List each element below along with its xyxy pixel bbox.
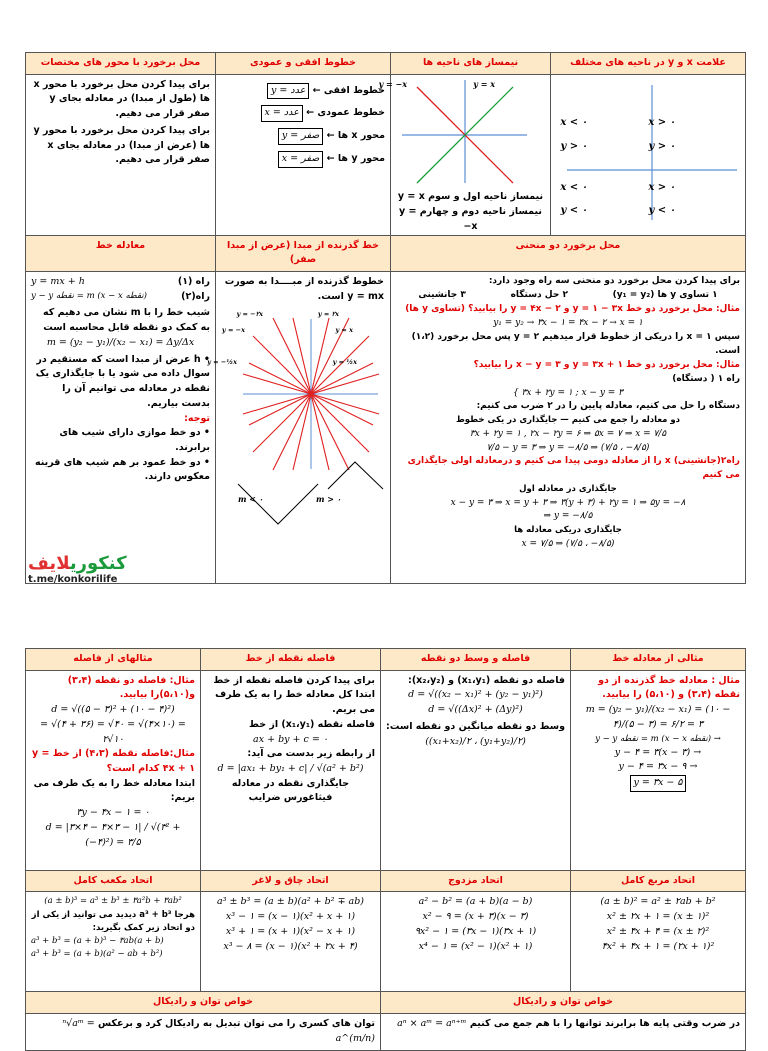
row-y-axis: محور y ها ← x = صفر xyxy=(221,151,385,168)
cube-text: هرجا a³ + b³ دیدید می توانید از یکی از دو اتحاد زیر کمک بگیرید: xyxy=(31,909,195,933)
x-axis-eq: y = صفر xyxy=(278,128,324,145)
cell-line-example xyxy=(571,670,746,870)
brand-name xyxy=(28,553,127,574)
origin-label-2x: y = ۲x xyxy=(317,310,339,319)
cell-point-line xyxy=(201,670,381,870)
solution1: ۳x + ۲y = ۱ , ۲x − ۲y = ۶ ⇒ ۵x = ۷ ⇒ x = ۷/۵ xyxy=(469,428,667,439)
cell-powers-left xyxy=(26,1014,381,1050)
square-e1: x² ± ۲x + ۱ = (x ± ۱)² xyxy=(606,911,710,923)
system-eq1: ۳x + ۲y = ۱ xyxy=(521,387,573,398)
substitution1-label: جایگذاری در معادله اول xyxy=(519,484,617,495)
cell-sum-cubes xyxy=(201,892,381,992)
origin-label-neg-x: y = −x xyxy=(221,326,245,335)
distance-solution1b: = √(۴ + ۳۶) = √۴۰ = √(۴×۱۰) = ۲√۱۰ xyxy=(40,718,186,745)
slope-pos-shape xyxy=(328,462,383,489)
solution2: ۷/۵ − y = ۳ ⇒ y = −۸/۵ ⇒ (۷/۵ ، −۸/۵) xyxy=(486,442,650,453)
cell-two-points xyxy=(381,670,571,870)
square-e3: ۴x² + ۴x + ۱ = (۲x + ۱)² xyxy=(601,940,715,952)
line-example-answer: y = ۳x − ۵ xyxy=(630,775,687,792)
point-line-note2: فیثاغورس ضرایب xyxy=(248,792,333,804)
header-powers-right: خواص توان و رادیکال xyxy=(381,992,746,1014)
header-curve-intersection: محل برخورد دو منحنی xyxy=(391,235,746,271)
cell-powers-right xyxy=(381,1014,746,1050)
sheet-bottom xyxy=(25,648,746,1051)
distance-example1: مثال: فاصله دو نقطه (۳،۴) و(۵،۱۰)را بیابید. xyxy=(67,674,195,701)
powers-right-text: در ضرب وقتی پایه ها برابرند توانها را با هم جمع می کنیم xyxy=(469,1018,740,1030)
header-axis-intersection: محل برخورد با محور های مختصات xyxy=(26,53,216,75)
bisector-captions xyxy=(391,190,550,234)
intersect-x-text: برای پیدا کردن محل برخورد با محور x ها (طول از مبدا) در معادله بجای y صفر قرار می دهیم. xyxy=(33,78,210,120)
sum-cubes-e2: x³ + ۱ = (x + ۱)(x² − x + ۱) xyxy=(225,925,356,937)
h-text: • h عرض از مبدا است که مستقیم در سوال داده می شود یا با جایگذاری یک نقطه در معادله می توانیم آن را بدست بیاریم. xyxy=(35,353,210,409)
header-origin-line: خط گذرنده از مبدا (عرض از مبدا صفر) xyxy=(216,235,391,271)
way2-eq: y − y نقطه = m (x − x نقطه) xyxy=(31,290,147,301)
midpoint-text: وسط دو نقطه میانگین دو نقطه است: xyxy=(386,720,565,732)
cell-distance-examples xyxy=(26,670,201,870)
y-axis-label: محور y ها xyxy=(337,152,385,164)
point-line-note1: جایگذاری نقطه در معادله xyxy=(231,777,350,789)
slope-neg-label: m < ۰ xyxy=(237,494,263,505)
header-powers-left: خواص توان و رادیکال xyxy=(26,992,381,1014)
distance-solution1: d = √((۵ − ۳)² + (۱۰ − ۴)²) xyxy=(51,704,175,716)
sum-cubes-formula: a³ ± b³ = (a ± b)(a² + b² ∓ ab) xyxy=(216,896,365,908)
row-vertical: خطوط عمودی ← x = عدد xyxy=(221,105,385,122)
cell-conjugate xyxy=(381,892,571,992)
cell-horizontal-vertical xyxy=(216,74,391,235)
sum-cubes-e3: x³ − ۸ = (x − ۱)(x² + ۲x + ۴) xyxy=(223,940,358,952)
example1-solution: y₁ = y₂ → ۳x − ۱ = ۴x − ۲ → x = ۱ xyxy=(493,317,643,328)
two-points-intro: فاصله دو نقطه (x₁،y₁) و (x₂،y₂): xyxy=(408,674,565,686)
header-sum-cubes: اتحاد چاق و لاغر xyxy=(201,870,381,892)
horizontal-label: خطوط افقی xyxy=(323,84,385,96)
line-example-slope: m = (y₂ − y₁)/(x₂ − x₁) = (۱۰ − ۴)/(۵ − ۳) = ۶/۲ = ۳ xyxy=(585,704,731,730)
note1: • دو خط موازی دارای شیب های برابرند. xyxy=(59,427,210,453)
substitution2: ⇒ y = −۸/۵ xyxy=(543,511,593,522)
slope-pos-label: m > ۰ xyxy=(315,494,341,505)
vertical-eq: x = عدد xyxy=(261,105,303,122)
row-horizontal: خطوط افقی ← y = عدد xyxy=(221,83,385,100)
way2-label: راه(۲) xyxy=(181,290,210,302)
solution1-label2: جایگذاری در یکی خطوط xyxy=(455,415,558,426)
cell-quadrant-signs xyxy=(551,74,746,235)
square-formula: (a ± b)² = a² ± ۲ab + b² xyxy=(600,896,716,908)
note2: • دو خط عمود بر هم شیب های قرینه معکوس دارند. xyxy=(34,456,210,483)
intersection-intro: برای پیدا کردن محل برخورد دو منحنی سه راه وجود دارد: xyxy=(488,276,740,287)
brand-logo xyxy=(28,553,148,585)
y-axis-eq: x = صفر xyxy=(278,151,323,168)
q1-x-sign: x > ۰ xyxy=(648,116,675,128)
bisector-neg-label: y = −x xyxy=(378,78,407,89)
origin-label-x: y = x xyxy=(335,326,353,335)
cube-f1: a³ + b³ = (a + b)³ − ۳ab(a + b) xyxy=(31,935,164,946)
two-points-formula1: d = √((x₂ − x₁)² + (y₂ − y₁)²) xyxy=(408,689,543,701)
header-cube: اتحاد مکعب کامل xyxy=(26,870,201,892)
line-example-step1: y − y نقطه = m (x − x نقطه) → xyxy=(595,733,721,744)
distance-solution2: d = |۳×۴ − ۴×۳ − ۱| / √(۳² + (−۴)²) = ۳/۵ xyxy=(45,821,181,848)
bisector-pos-label: y = x xyxy=(473,78,495,89)
point-line-formula: d = |ax₁ + by₁ + c| / √(a² + b²) xyxy=(217,763,364,775)
example2: مثال: محل برخورد دو خط y = ۳x + ۱ و x − y = ۳ را بیابید؟ xyxy=(473,359,740,370)
sum-cubes-e1: x³ − ۱ = (x − ۱)(x² + x + ۱) xyxy=(225,911,356,923)
q3-y-sign: y < ۰ xyxy=(560,204,587,216)
point-line-text1: برای پیدا کردن فاصله نقطه از خط ابتدا کل معادله خط را به یک طرف می بریم. xyxy=(213,674,375,716)
example2-way: راه ۱ ( دستگاه) xyxy=(672,373,740,384)
substitution1: x − y = ۳ ⇒ x = y + ۳ ⇒ ۳(y + ۳) + ۲y = ۱ ⇒ ۵y = −۸ xyxy=(450,497,686,508)
substitution3-label: جایگذاری دریکی معادله ها xyxy=(514,525,622,536)
horizontal-eq: y = عدد xyxy=(267,83,309,100)
header-bisectors: نیمساز های ناحیه ها xyxy=(391,53,551,75)
intersect-y-text: برای پیدا کردن محل برخورد با محور y ها (عرض از مبدا) در معادله بجای x صفر قرار می دهیم. xyxy=(33,124,210,166)
header-point-line: فاصله نقطه از خط xyxy=(201,649,381,671)
point-line-text3: از رابطه زیر بدست می آید: xyxy=(247,748,375,760)
conjugate-formula: a² − b² = (a + b)(a − b) xyxy=(418,896,533,908)
conjugate-e3: x⁴ − ۱ = (x² − ۱)(x² + ۱) xyxy=(418,940,533,952)
q1-y-sign: y > ۰ xyxy=(648,140,675,152)
powers-left-text: توان های کسری را می توان تبدیل به رادیکال کرد و برعکس xyxy=(98,1018,375,1030)
header-horizontal-vertical: خطوط افقی و عمودی xyxy=(216,53,391,75)
origin-label-neg-half-x: y = −½x xyxy=(207,358,237,367)
cell-square xyxy=(571,892,746,992)
system-eq2: x − y = ۳ xyxy=(581,387,624,398)
way1-eq: y = mx + h xyxy=(31,276,85,288)
conjugate-e2: ۹x² − ۱ = (۳x − ۱)(۳x + ۱) xyxy=(414,925,537,937)
line-example-step2: y − ۴ = ۳(x − ۳) → xyxy=(614,746,702,758)
brand-url: t.me/konkorilife xyxy=(28,574,118,585)
header-conjugate: اتحاد مزدوج xyxy=(381,870,571,892)
q4-x-sign: x > ۰ xyxy=(648,181,675,193)
brand-name-b: لایف xyxy=(28,553,70,574)
way2: ۲ حل دستگاه xyxy=(510,289,568,300)
powers-left-formula: ⁿ√aᵐ = a^(m/n) xyxy=(62,1018,375,1044)
quadrant-diagram xyxy=(557,75,745,225)
point-line-eq: ax + by + c = ۰ xyxy=(253,733,328,745)
way2-row xyxy=(31,290,210,305)
header-line-example: مثالی از معادله خط xyxy=(571,649,746,671)
origin-lines-diagram xyxy=(207,304,388,539)
line-example-step3: y − ۴ = ۳x − ۹ → xyxy=(618,761,698,773)
distance-example2: مثال:فاصله نقطه (۴،۳) از خط y = ۴x + ۱ کدام است؟ xyxy=(31,748,195,775)
solution1-label1: دو معادله را جمع می کنیم xyxy=(571,415,681,426)
header-two-points: فاصله و وسط دو نقطه xyxy=(381,649,571,671)
slope-eq: m = (y₂ − y₁)/(x₂ − x₁) = Δy/Δx xyxy=(46,336,195,348)
header-quadrant-signs: علامت x و y در ناحیه های مختلف xyxy=(551,53,746,75)
example1-then: سپس x = ۱ را دریکی از خطوط قرار میدهیم y = ۲ پس محل برخورد (۱،۲) است. xyxy=(411,331,740,356)
way1: ۱ تساوی y ها (y₁ = y₂) xyxy=(612,289,718,300)
header-line-equation: معادله خط xyxy=(26,235,216,271)
brand-name-a: کنکوری xyxy=(69,553,127,574)
example1: مثال: محل برخورد دو خط y = ۱ − ۳x و y = ۴x − ۲ را بیابید؟ (تساوی y ها) xyxy=(405,303,740,314)
row-x-axis: محور x ها ← y = صفر xyxy=(221,128,385,145)
header-distance-examples: مثالهای از فاصله xyxy=(26,649,201,671)
powers-right-formula: aⁿ × aᵐ = aⁿ⁺ᵐ xyxy=(397,1018,467,1030)
cell-cube xyxy=(26,892,201,992)
cell-axis-intersection xyxy=(26,74,216,235)
way1-label: راه (۱) xyxy=(177,276,210,288)
conjugate-e1: x² − ۹ = (x + ۳)(x − ۳) xyxy=(422,911,529,923)
cell-origin-line xyxy=(207,272,391,584)
example2-step: دستگاه را حل می کنیم، معادله پایین را در ۲ ضرب می کنیم: xyxy=(476,401,740,412)
square-e2: x² ± ۴x + ۴ = (x ± ۲)² xyxy=(606,925,710,937)
line-example-question: مثال : معادله خط گذرنده از دو نقطه (۳،۴) و (۵،۱۰) را بیابید. xyxy=(598,674,740,701)
distance-step-eq: ۳y − ۴x − ۱ = ۰ xyxy=(76,807,150,819)
cell-curve-intersection xyxy=(391,272,746,584)
cube-f2: a³ + b³ = (a + b)(a² − ab + b²) xyxy=(31,949,163,960)
cell-line-equation xyxy=(26,272,216,584)
vertical-label: خطوط عمودی xyxy=(317,107,385,119)
substitution-title xyxy=(396,455,740,483)
q2-y-sign: y > ۰ xyxy=(560,140,587,152)
sheet-top xyxy=(25,52,746,584)
q3-x-sign: x < ۰ xyxy=(560,181,587,193)
two-points-formula2: d = √((Δx)² + (Δy)²) xyxy=(428,704,523,716)
origin-text: خطوط گذرنده از مبــــدا به صورت y = mx است. xyxy=(224,276,384,302)
point-line-text2: فاصله نقطه (x₁،y₁) از خط xyxy=(249,718,375,730)
note-title: توجه: xyxy=(184,412,210,424)
q4-y-sign: y < ۰ xyxy=(648,204,675,216)
slope-neg-shape xyxy=(238,484,318,524)
intersection-ways xyxy=(396,289,740,303)
example2-system: { ۳x + ۲y = ۱ ; x − y = ۳ xyxy=(512,387,624,398)
solution1-labels: دو معادله را جمع می کنیم — جایگذاری در یکی خطوط xyxy=(455,415,681,426)
q2-x-sign: x < ۰ xyxy=(560,116,587,128)
distance-step: ابتدا معادله خط را به یک طرف می بریم: xyxy=(33,777,195,804)
x-axis-label: محور x ها xyxy=(337,130,385,142)
origin-label-half-x: y = ½x xyxy=(332,358,357,367)
substitution3: x = ۷/۵ ⇒ (۷/۵ ، −۸/۵) xyxy=(521,538,615,549)
origin-label-neg-2x: y = −۲x xyxy=(236,310,263,319)
way3: ۳ جانشینی xyxy=(418,289,466,300)
cell-bisectors xyxy=(378,74,551,235)
bisector-diagram xyxy=(377,75,550,185)
way1-row xyxy=(31,275,210,290)
header-square: اتحاد مربع کامل xyxy=(571,870,746,892)
midpoint-formula: ((x₁+x₂)/۲ ، (y₁+y₂)/۲) xyxy=(425,735,526,747)
substitution-title-text: راه۲(جانشینی) x را از معادله دومی پیدا می کنیم و درمعادله اولی جایگذاری می کنیم xyxy=(407,456,740,481)
cube-formula: (a ± b)³ = a³ ± b³ ± ۳a²b + ۳ab² xyxy=(44,896,182,907)
slope-text: شیب خط را با m نشان می دهیم که به کمک دو نقطه قابل محاسبه است xyxy=(42,307,210,334)
bisector-q24: نیمساز ناحیه دوم و چهارم y = −x xyxy=(399,206,542,232)
bisector-q13: نیمساز ناحیه اول و سوم y = x xyxy=(397,191,544,203)
